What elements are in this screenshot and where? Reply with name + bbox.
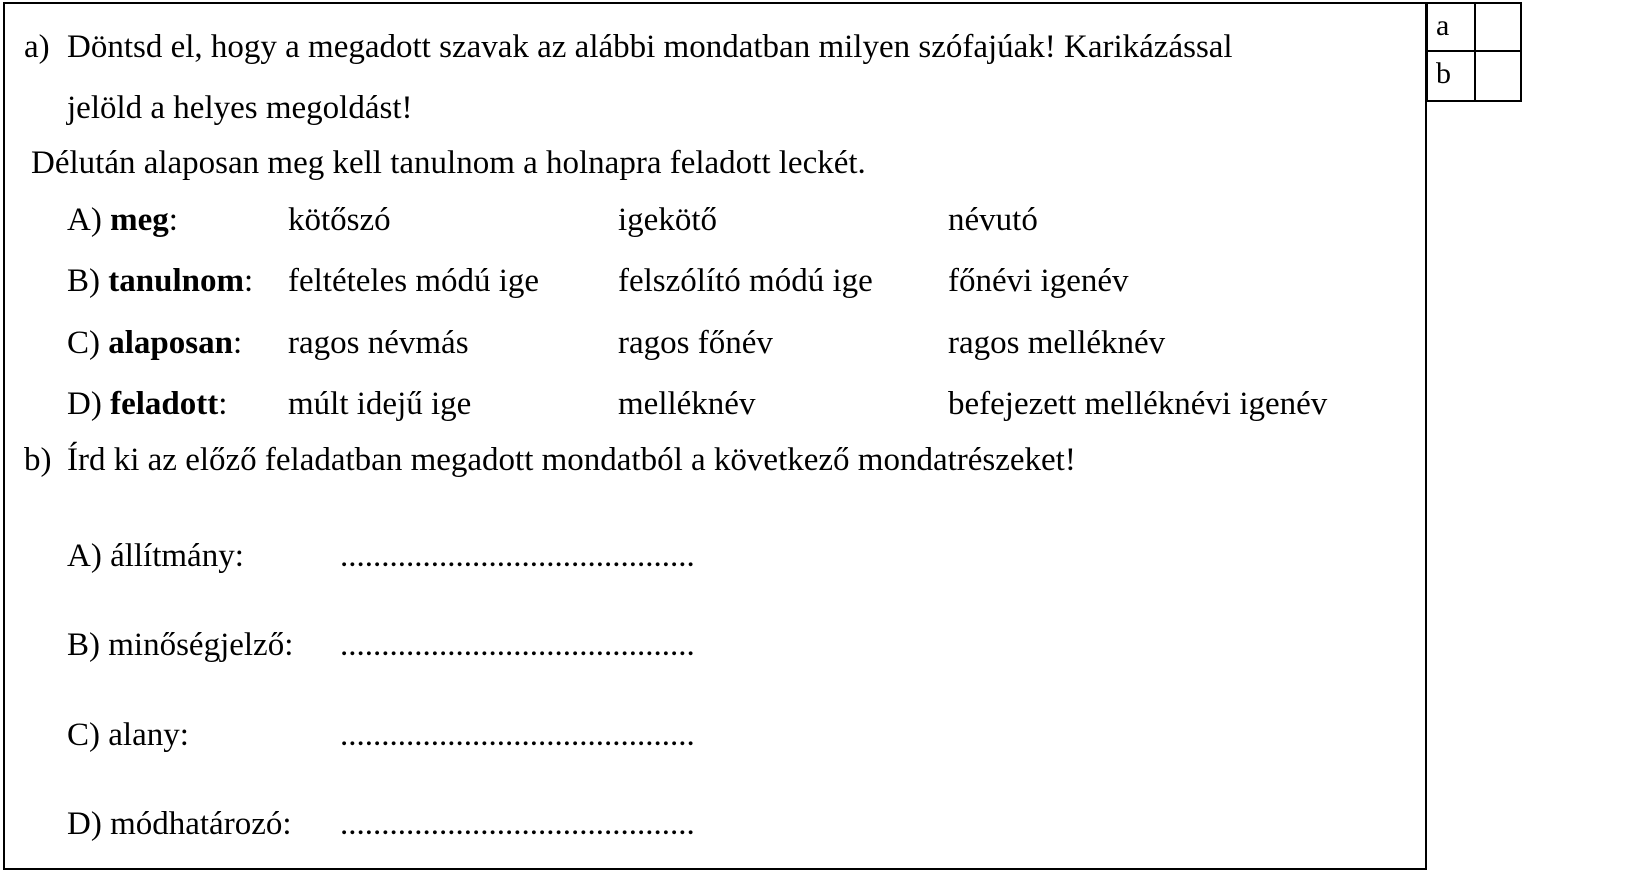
score-cell-a[interactable] [1474, 4, 1520, 50]
field-a-answer-blank[interactable]: ........................................... [340, 538, 695, 574]
score-label-b: b [1436, 57, 1451, 90]
field-a-label: A) állítmány: [67, 538, 244, 574]
question-a-option-1[interactable]: kötőszó [288, 202, 391, 238]
score-cell-b[interactable] [1474, 52, 1520, 100]
question-prefix: C) [67, 325, 100, 361]
part-b-marker: b) [24, 442, 52, 478]
part-a-instruction-line1: Döntsd el, hogy a megadott szavak az alábbi mondatban milyen szófajúak! Karikázással [67, 29, 1233, 65]
score-row-b [1428, 52, 1522, 102]
question-a-label [67, 200, 178, 240]
question-prefix: D) [67, 386, 102, 422]
question-prefix: A) [67, 202, 102, 238]
question-c-option-2[interactable]: ragos főnév [618, 325, 773, 361]
question-b-option-3[interactable]: főnévi igenév [948, 263, 1129, 299]
question-d-label [67, 384, 227, 424]
question-d-option-1[interactable]: múlt idejű ige [288, 386, 472, 422]
part-a-instruction-line2: jelöld a helyes megoldást! [67, 90, 413, 126]
question-word: tanulnom [108, 263, 244, 299]
question-b-option-2[interactable]: felszólító módú ige [618, 263, 873, 299]
example-sentence: Délután alaposan meg kell tanulnom a holnapra feladott leckét. [31, 145, 866, 181]
part-a-marker: a) [24, 29, 50, 65]
question-c-option-3[interactable]: ragos melléknév [948, 325, 1166, 361]
question-colon: : [243, 263, 254, 299]
question-d-option-2[interactable]: melléknév [618, 386, 756, 422]
score-label-a: a [1436, 9, 1450, 42]
question-colon: : [232, 325, 243, 361]
field-d-label: D) módhatározó: [67, 806, 292, 842]
question-a-option-2[interactable]: igekötő [618, 202, 717, 238]
question-prefix: B) [67, 263, 100, 299]
question-b-option-1[interactable]: feltételes módú ige [288, 263, 540, 299]
question-colon: : [218, 386, 228, 422]
question-a-option-3[interactable]: névutó [948, 202, 1038, 238]
question-d-option-3[interactable]: befejezett melléknévi igenév [948, 386, 1328, 422]
question-word: alaposan [108, 325, 233, 361]
field-b-label: B) minőségjelző: [67, 627, 294, 663]
field-c-answer-blank[interactable]: ........................................... [340, 717, 695, 753]
question-b-label [67, 261, 253, 301]
score-row-a [1428, 2, 1522, 52]
part-b-instruction: Írd ki az előző feladatban megadott mondatból a következő mondatrészeket! [67, 442, 1076, 478]
exercise-frame [3, 2, 1427, 870]
score-box [1426, 2, 1520, 102]
question-c-option-1[interactable]: ragos névmás [288, 325, 469, 361]
question-word: feladott [110, 386, 219, 422]
field-d-answer-blank[interactable]: ........................................... [340, 806, 695, 842]
field-b-answer-blank[interactable]: ........................................... [340, 627, 695, 663]
question-c-label [67, 323, 242, 363]
field-c-label: C) alany: [67, 717, 189, 753]
question-colon: : [168, 202, 178, 238]
question-word: meg [110, 202, 169, 238]
